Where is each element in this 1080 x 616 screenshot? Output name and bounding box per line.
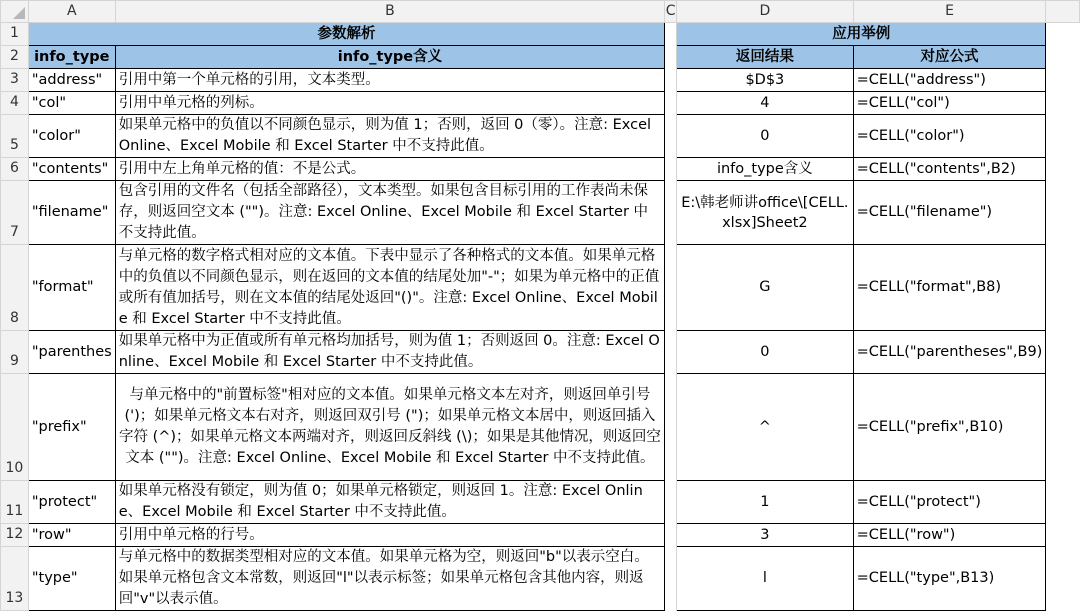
description-cell[interactable]: 引用中左上角单元格的值：不是公式。 xyxy=(115,158,664,181)
description-cell[interactable]: 如果单元格中的负值以不同颜色显示，则为值 1；否则，返回 0（零）。注意: Excel Online、Excel Mobile 和 Excel Starter 中不支持此值。 xyxy=(115,115,664,158)
formula-cell[interactable]: =CELL("protect") xyxy=(853,481,1046,524)
spacer-cell[interactable] xyxy=(665,245,677,331)
row-header[interactable]: 12 xyxy=(1,524,29,547)
result-cell[interactable]: l xyxy=(677,547,854,611)
spacer-cell[interactable] xyxy=(665,92,677,115)
row-header[interactable]: 10 xyxy=(1,374,29,481)
result-cell[interactable]: 4 xyxy=(677,92,854,115)
column-header-e[interactable]: E xyxy=(853,1,1046,23)
formula-cell[interactable]: =CELL("address") xyxy=(853,69,1046,92)
info-type-cell[interactable]: "parenthes xyxy=(28,331,115,374)
formula-cell[interactable]: =CELL("type",B13) xyxy=(853,547,1046,611)
info-type-cell[interactable]: "color" xyxy=(28,115,115,158)
column-header-d[interactable]: D xyxy=(677,1,854,23)
description-cell[interactable]: 引用中单元格的行号。 xyxy=(115,524,664,547)
row-header[interactable]: 5 xyxy=(1,115,29,158)
info-type-cell[interactable]: "row" xyxy=(28,524,115,547)
spacer-cell[interactable] xyxy=(665,374,677,481)
description-cell[interactable]: 引用中单元格的列标。 xyxy=(115,92,664,115)
row-header[interactable]: 11 xyxy=(1,481,29,524)
column-header-f[interactable] xyxy=(1046,1,1080,23)
result-cell[interactable]: G xyxy=(677,245,854,331)
table-row xyxy=(1,69,1080,92)
table-row xyxy=(1,23,1080,46)
spacer-cell[interactable] xyxy=(665,524,677,547)
row-header[interactable]: 7 xyxy=(1,181,29,245)
formula-cell[interactable]: =CELL("row") xyxy=(853,524,1046,547)
info-type-cell[interactable]: "col" xyxy=(28,92,115,115)
row-header[interactable]: 2 xyxy=(1,46,29,69)
formula-cell[interactable]: =CELL("filename") xyxy=(853,181,1046,245)
table-row xyxy=(1,46,1080,69)
table-row xyxy=(1,115,1080,158)
title-parameter-analysis[interactable]: 参数解析 xyxy=(28,23,664,46)
column-header-c[interactable]: C xyxy=(665,1,677,23)
row-header[interactable]: 3 xyxy=(1,69,29,92)
description-cell[interactable]: 与单元格中的"前置标签"相对应的文本值。如果单元格文本左对齐，则返回单引号 (')；如果单元格文本右对齐，则返回双引号 (")；如果单元格文本居中，则返回插入字符 (^)；如果单元格文本两端对齐，则返回反斜线 (\)；如果是其他情况，则返回空文本 ("")。注意: Excel Online、Excel Mobile 和 Excel Starter 中不支持此值。 xyxy=(115,374,664,481)
result-cell[interactable]: 3 xyxy=(677,524,854,547)
header-formula[interactable]: 对应公式 xyxy=(853,46,1046,69)
spacer-cell[interactable] xyxy=(665,23,677,46)
table-row xyxy=(1,481,1080,524)
table-row xyxy=(1,245,1080,331)
spacer-cell[interactable] xyxy=(665,547,677,611)
column-header-b[interactable]: B xyxy=(115,1,664,23)
table-row xyxy=(1,331,1080,374)
description-cell[interactable]: 与单元格中的数据类型相对应的文本值。如果单元格为空，则返回"b"以表示空白。如果单元格包含文本常数，则返回"l"以表示标签；如果单元格包含其他内容，则返回"v"以表示值。 xyxy=(115,547,664,611)
header-meaning[interactable]: info_type含义 xyxy=(115,46,664,69)
header-result[interactable]: 返回结果 xyxy=(677,46,854,69)
row-header[interactable]: 6 xyxy=(1,158,29,181)
description-cell[interactable]: 引用中第一个单元格的引用，文本类型。 xyxy=(115,69,664,92)
row-header[interactable]: 8 xyxy=(1,245,29,331)
description-cell[interactable]: 与单元格的数字格式相对应的文本值。下表中显示了各种格式的文本值。如果单元格中的负值以不同颜色显示，则在返回的文本值的结尾处加"-"；如果为单元格中的正值或所有值加括号，则在文本值的结尾处返回"()"。注意: Excel Online、Excel Mobile 和 Excel Starter 中不支持此值。 xyxy=(115,245,664,331)
spacer-cell[interactable] xyxy=(665,158,677,181)
result-cell[interactable]: $D$3 xyxy=(677,69,854,92)
formula-cell[interactable]: =CELL("format",B8) xyxy=(853,245,1046,331)
row-header[interactable]: 13 xyxy=(1,547,29,611)
info-type-cell[interactable]: "contents" xyxy=(28,158,115,181)
formula-cell[interactable]: =CELL("parentheses",B9) xyxy=(853,331,1046,374)
row-header[interactable]: 1 xyxy=(1,23,29,46)
result-cell[interactable]: ^ xyxy=(677,374,854,481)
formula-cell[interactable]: =CELL("col") xyxy=(853,92,1046,115)
info-type-cell[interactable]: "address" xyxy=(28,69,115,92)
spacer-cell[interactable] xyxy=(665,115,677,158)
table-row xyxy=(1,181,1080,245)
title-application-examples[interactable]: 应用举例 xyxy=(677,23,1046,46)
formula-cell[interactable]: =CELL("contents",B2) xyxy=(853,158,1046,181)
spacer-cell[interactable] xyxy=(665,481,677,524)
description-cell[interactable]: 如果单元格没有锁定，则为值 0；如果单元格锁定，则返回 1。注意: Excel Online、Excel Mobile 和 Excel Starter 中不支持此值。 xyxy=(115,481,664,524)
spacer-cell[interactable] xyxy=(665,331,677,374)
description-cell[interactable]: 如果单元格中为正值或所有单元格均加括号，则为值 1；否则返回 0。注意: Excel Online、Excel Mobile 和 Excel Starter 中不支持此值。 xyxy=(115,331,664,374)
formula-cell[interactable]: =CELL("prefix",B10) xyxy=(853,374,1046,481)
table-row xyxy=(1,374,1080,481)
result-cell[interactable]: E:\韩老师讲office\[CELL.xlsx]Sheet2 xyxy=(677,181,854,245)
select-all-corner[interactable] xyxy=(1,1,29,23)
table-row xyxy=(1,92,1080,115)
result-cell[interactable]: 1 xyxy=(677,481,854,524)
info-type-cell[interactable]: "format" xyxy=(28,245,115,331)
row-header[interactable]: 4 xyxy=(1,92,29,115)
spacer-cell[interactable] xyxy=(665,46,677,69)
table-row xyxy=(1,524,1080,547)
column-header-a[interactable]: A xyxy=(28,1,115,23)
table-row xyxy=(1,547,1080,611)
table-row xyxy=(1,158,1080,181)
info-type-cell[interactable]: "prefix" xyxy=(28,374,115,481)
info-type-cell[interactable]: "filename" xyxy=(28,181,115,245)
info-type-cell[interactable]: "protect" xyxy=(28,481,115,524)
formula-cell[interactable]: =CELL("color") xyxy=(853,115,1046,158)
result-cell[interactable]: 0 xyxy=(677,115,854,158)
header-info-type[interactable]: info_type xyxy=(28,46,115,69)
spacer-cell[interactable] xyxy=(665,69,677,92)
description-cell[interactable]: 包含引用的文件名（包括全部路径），文本类型。如果包含目标引用的工作表尚未保存，则返回空文本 ("")。注意: Excel Online、Excel Mobile 和 Excel Starter 中不支持此值。 xyxy=(115,181,664,245)
info-type-cell[interactable]: "type" xyxy=(28,547,115,611)
row-header[interactable]: 9 xyxy=(1,331,29,374)
column-header-row xyxy=(1,1,1080,23)
spacer-cell[interactable] xyxy=(665,181,677,245)
result-cell[interactable]: 0 xyxy=(677,331,854,374)
result-cell[interactable]: info_type含义 xyxy=(677,158,854,181)
